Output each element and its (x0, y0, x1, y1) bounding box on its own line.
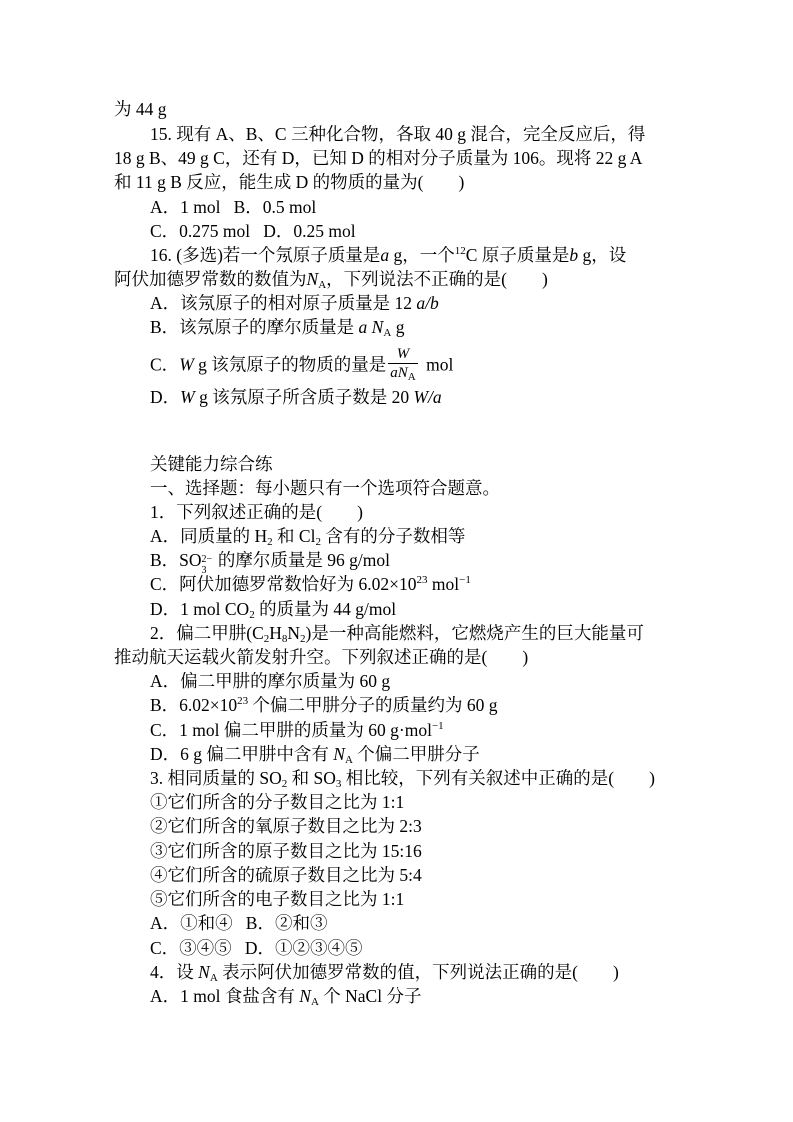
q3-option-c: C．③④⑤ (150, 938, 232, 958)
q2-stem-line-2: 推动航天运载火箭发射升空。下列叙述正确的是( ) (114, 647, 529, 667)
q3-statement-5: ⑤它们所含的电子数目之比为 1:1 (150, 889, 405, 909)
q2-option-d: D．6 g 偏二甲肼中含有 $N_A$ 个偏二甲肼分子 (150, 744, 480, 766)
q2-stem-line-1: 2．偏二甲肼$(C_2H_8N_2)$是一种高能燃料，它燃烧产生的巨大能量可 (150, 623, 644, 645)
continuation-line: 为 44 g (114, 99, 167, 119)
q3-stem: 3. 相同质量的 $SO_2$ 和 $SO_3$ 相比较，下列有关叙述中正确的是( ) (150, 768, 655, 790)
q1-option-d: D．1 mol $CO_2$ 的质量为 44 g/mol (150, 599, 397, 621)
q3-option-b: B．②和③ (245, 913, 328, 933)
q4-stem: 4．设 $N_A$ 表示阿伏加德罗常数的值，下列说法正确的是( ) (150, 962, 619, 984)
q3-statement-2: ②它们所含的氧原子数目之比为 2:3 (150, 816, 422, 836)
q15-option-a: A．1 mol (150, 197, 221, 217)
q3-statement-1: ①它们所含的分子数目之比为 1:1 (150, 792, 405, 812)
q3-options-cd (150, 936, 362, 960)
q3-options-ab (150, 911, 327, 935)
section-title: 关键能力综合练 (150, 454, 273, 474)
q1-option-c: C．阿伏加德罗常数恰好为 $6.02\times 10^{23}$ mol$^{-1}$ (150, 574, 471, 594)
q3-statement-3: ③它们所含的原子数目之比为 15:16 (150, 841, 422, 861)
q16-option-b: B．该氖原子的摩尔质量是 a $N_A$ g (150, 317, 405, 339)
q16-option-a: A．该氖原子的相对原子质量是 12 a/b (150, 293, 439, 313)
q2-option-c: C．1 mol 偏二甲肼的质量为 60 g·mol$^{-1}$ (150, 720, 444, 740)
q15-stem-line-1: 15. 现有 A、B、C 三种化合物，各取 40 g 混合，完全反应后，得 (150, 124, 646, 144)
q15-stem-line-3: 和 11 g B 反应，能生成 D 的物质的量为( ) (114, 172, 465, 192)
section-subtitle: 一、选择题：每小题只有一个选项符合题意。 (150, 478, 500, 498)
q3-statement-4: ④它们所含的硫原子数目之比为 5:4 (150, 865, 422, 885)
q1-stem: 1．下列叙述正确的是( ) (150, 502, 363, 522)
q15-options-ab (150, 195, 316, 219)
q15-option-b: B．0.5 mol (233, 197, 317, 217)
q2-option-a: A．偏二甲肼的摩尔质量为 60 g (150, 671, 391, 691)
q16-option-d: D．W g 该氖原子所含质子数是 20 W/a (150, 387, 442, 407)
q1-option-b: B．SO 2− 3 的摩尔质量是 96 g/mol (150, 550, 391, 576)
sulfate-charge-script: 2− 3 (201, 553, 213, 576)
q15-options-cd (150, 219, 356, 243)
q15-option-d: D．0.25 mol (263, 221, 356, 241)
q3-option-d: D．①②③④⑤ (244, 938, 363, 958)
q16-option-c: C．W g 该氖原子的物质的量是 $\frac{W}{aN_A}$ mol (150, 346, 454, 383)
q16-stem-line-1: 16. (多选)若一个氖原子质量是a g，一个$^{12}$C 原子质量是b g，设 (150, 245, 627, 265)
q15-option-c: C．0.275 mol (150, 221, 251, 241)
q15-stem-line-2: 18 g B、49 g C，还有 D，已知 D 的相对分子质量为 106。现将 22 g A (114, 148, 643, 168)
fraction-w-over-ana: $\frac{W}{aN_A}$ (390, 346, 416, 383)
q16-stem-line-2: 阿伏加德罗常数的数值为$N_A$，下列说法不正确的是( ) (114, 269, 548, 291)
q3-option-a: A．①和④ (150, 913, 233, 933)
q2-option-b: B．$6.02\times 10^{23}$ 个偏二甲肼分子的质量约为 60 g (150, 695, 498, 715)
q1-option-a: A．同质量的 $H_2$ 和 $Cl_2$ 含有的分子数相等 (150, 526, 466, 548)
q4-option-a: A．1 mol 食盐含有 $N_A$ 个 NaCl 分子 (150, 986, 422, 1008)
